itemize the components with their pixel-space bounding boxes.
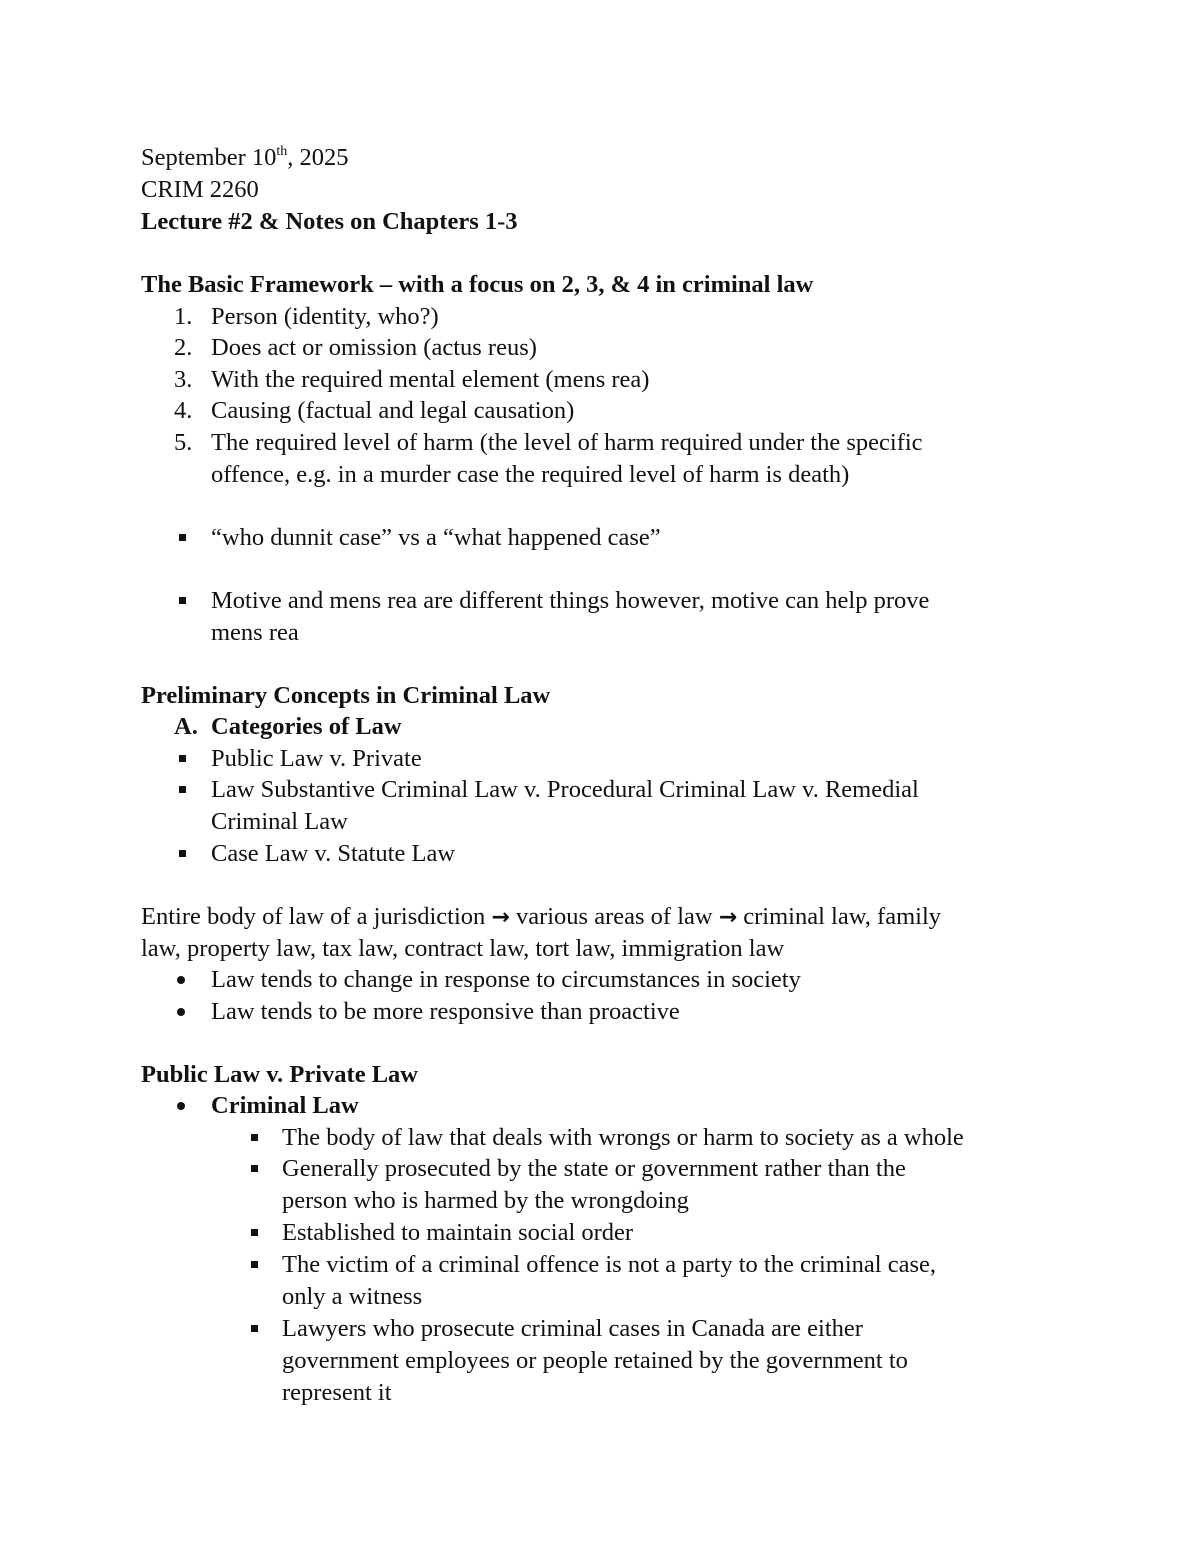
bullet-text-continuation: only a witness: [282, 1283, 423, 1310]
bullet-text: The body of law that deals with wrongs or harm to society as a whole: [282, 1124, 964, 1151]
bullet-text: Law Substantive Criminal Law v. Procedural Criminal Law v. Remedial: [211, 776, 919, 803]
right-arrow-icon: →: [718, 905, 738, 930]
list-item: Causing (factual and legal causation): [211, 397, 575, 424]
bullet-text: Law tends to change in response to circumstances in society: [211, 966, 801, 993]
categories-heading: Categories of Law: [211, 713, 402, 740]
list-number: 3.: [174, 366, 193, 393]
list-number: 1.: [174, 303, 193, 330]
bullet-text: Case Law v. Statute Law: [211, 840, 456, 867]
bullet-text-continuation: Criminal Law: [211, 808, 348, 835]
body-of-law-part1: Entire body of law of a jurisdiction: [141, 903, 486, 930]
list-item: The required level of harm (the level of harm required under the specific: [211, 429, 923, 456]
list-number: 4.: [174, 397, 193, 424]
body-of-law-part3: criminal law, family: [743, 903, 942, 930]
date-prefix: September 10: [141, 144, 277, 171]
bullet-text: Law tends to be more responsive than proactive: [211, 998, 680, 1025]
square-bullet-icon: [179, 850, 186, 857]
body-of-law-line2: law, property law, tax law, contract law, tort law, immigration law: [141, 935, 785, 962]
square-bullet-icon: [179, 755, 186, 762]
framework-heading: The Basic Framework – with a focus on 2, 3, & 4 in criminal law: [141, 271, 814, 298]
bullet-text: “who dunnit case” vs a “what happened case”: [211, 524, 661, 551]
list-number: 2.: [174, 334, 193, 361]
date-superscript: th: [276, 144, 288, 159]
bullet-text: Established to maintain social order: [282, 1219, 634, 1246]
square-bullet-icon: [179, 786, 186, 793]
bullet-text: Public Law v. Private: [211, 745, 422, 772]
course-code: CRIM 2260: [141, 176, 259, 203]
round-bullet-icon: [177, 1008, 185, 1016]
bullet-text: The victim of a criminal offence is not a party to the criminal case,: [282, 1251, 936, 1278]
criminal-law-label: Criminal Law: [211, 1092, 359, 1119]
bullet-text: Motive and mens rea are different things however, motive can help prove: [211, 587, 930, 614]
square-bullet-icon: [251, 1325, 258, 1332]
round-bullet-icon: [177, 976, 185, 984]
bullet-text-continuation: government employees or people retained by the government to: [282, 1347, 908, 1374]
square-bullet-icon: [251, 1165, 258, 1172]
lecture-title: Lecture #2 & Notes on Chapters 1-3: [141, 208, 518, 235]
list-item: Does act or omission (actus reus): [211, 334, 537, 361]
right-arrow-icon: →: [491, 905, 510, 930]
list-item: With the required mental element (mens rea): [211, 366, 650, 393]
body-of-law-part2: various areas of law: [515, 903, 713, 930]
date-line: [141, 142, 349, 178]
body-of-law-line: [141, 901, 941, 934]
square-bullet-icon: [179, 597, 186, 604]
list-item-continuation: offence, e.g. in a murder case the required level of harm is death): [211, 461, 850, 488]
bullet-text-continuation: person who is harmed by the wrongdoing: [282, 1187, 689, 1214]
square-bullet-icon: [251, 1134, 258, 1141]
square-bullet-icon: [179, 534, 186, 541]
bullet-text-continuation: mens rea: [211, 619, 299, 646]
public-private-heading: Public Law v. Private Law: [141, 1061, 418, 1088]
list-number: 5.: [174, 429, 193, 456]
square-bullet-icon: [251, 1261, 258, 1268]
sub-heading-marker: A.: [174, 713, 198, 740]
round-bullet-icon: [177, 1102, 185, 1110]
square-bullet-icon: [251, 1229, 258, 1236]
bullet-text: Generally prosecuted by the state or government rather than the: [282, 1155, 906, 1182]
date-suffix: , 2025: [287, 144, 349, 171]
bullet-text: Lawyers who prosecute criminal cases in Canada are either: [282, 1315, 863, 1342]
list-item: Person (identity, who?): [211, 303, 439, 330]
bullet-text-continuation: represent it: [282, 1379, 392, 1406]
preliminary-heading: Preliminary Concepts in Criminal Law: [141, 682, 551, 709]
